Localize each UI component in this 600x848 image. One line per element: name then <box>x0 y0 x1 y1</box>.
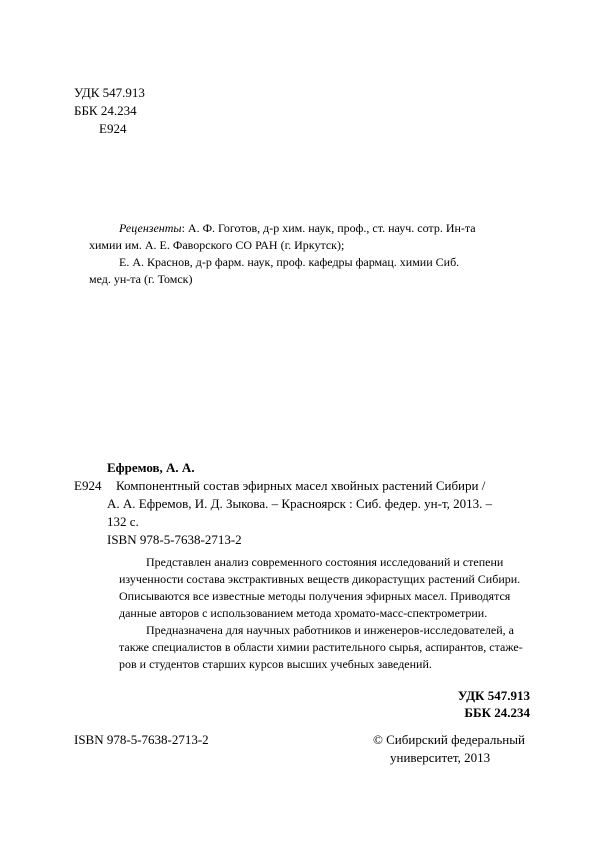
bbk-header: ББК 24.234 <box>74 103 137 118</box>
copyright-block <box>373 731 525 767</box>
catalog-author: Ефремов, А. А. <box>107 460 195 475</box>
author-code-header: Е924 <box>99 121 127 136</box>
bbk-footer: ББК 24.234 <box>464 705 530 720</box>
reviewer-2-line1: Е. А. Краснов, д-р фарм. наук, проф. кафедры фармац. химии Сиб. <box>119 255 460 269</box>
reviewer-2-line2: мед. ун-та (г. Томск) <box>89 272 193 286</box>
reviewer-1-line <box>119 220 529 237</box>
reviewers-block <box>89 220 529 288</box>
udk-footer: УДК 547.913 <box>457 688 530 703</box>
isbn-footer: ISBN 978-5-7638-2713-2 <box>74 732 209 747</box>
abstract-p1-l4: данные авторов с использованием метода хромато-масс-спектрометрии. <box>119 606 488 620</box>
catalog-entry <box>107 477 532 549</box>
copyright-line2: университет, 2013 <box>390 750 491 765</box>
catalog-isbn: ISBN 978-5-7638-2713-2 <box>107 532 242 547</box>
abstract-p2-l3: ров и студентов старших курсов высших учебных заведений. <box>119 657 432 671</box>
catalog-title-line: Компонентный состав эфирных масел хвойных растений Сибири / <box>116 478 486 493</box>
reviewer-1-text: : А. Ф. Гоготов, д-р хим. наук, проф., ст. науч. сотр. Ин-та <box>181 221 476 235</box>
catalog-code: Е924 <box>74 478 102 493</box>
abstract-p1-l1: Представлен анализ современного состояния исследований и степени <box>146 555 504 569</box>
abstract-p2-l2: также специалистов в области химии растительного сырья, аспирантов, стаже- <box>119 640 523 654</box>
copyright-line1: © Сибирский федеральный <box>373 732 525 747</box>
abstract-p1-l2: изученности состава экстрактивных веществ дикорастущих растений Сибири. <box>119 572 521 586</box>
abstract-block <box>119 554 532 673</box>
catalog-pages-line: 132 с. <box>107 514 139 529</box>
reviewer-1-cont: химии им. А. Е. Фаворского СО РАН (г. Иркутск); <box>89 238 345 252</box>
abstract-p1-l3: Описываются все известные методы получения эфирных масел. Приводятся <box>119 589 511 603</box>
udk-header: УДК 547.913 <box>74 85 145 100</box>
abstract-p2-l1: Предназначена для научных работников и инженеров-исследователей, а <box>146 623 514 637</box>
catalog-authors-line: А. А. Ефремов, И. Д. Зыкова. – Красноярск : Сиб. федер. ун-т, 2013. – <box>107 496 493 511</box>
reviewers-label: Рецензенты <box>119 221 182 235</box>
